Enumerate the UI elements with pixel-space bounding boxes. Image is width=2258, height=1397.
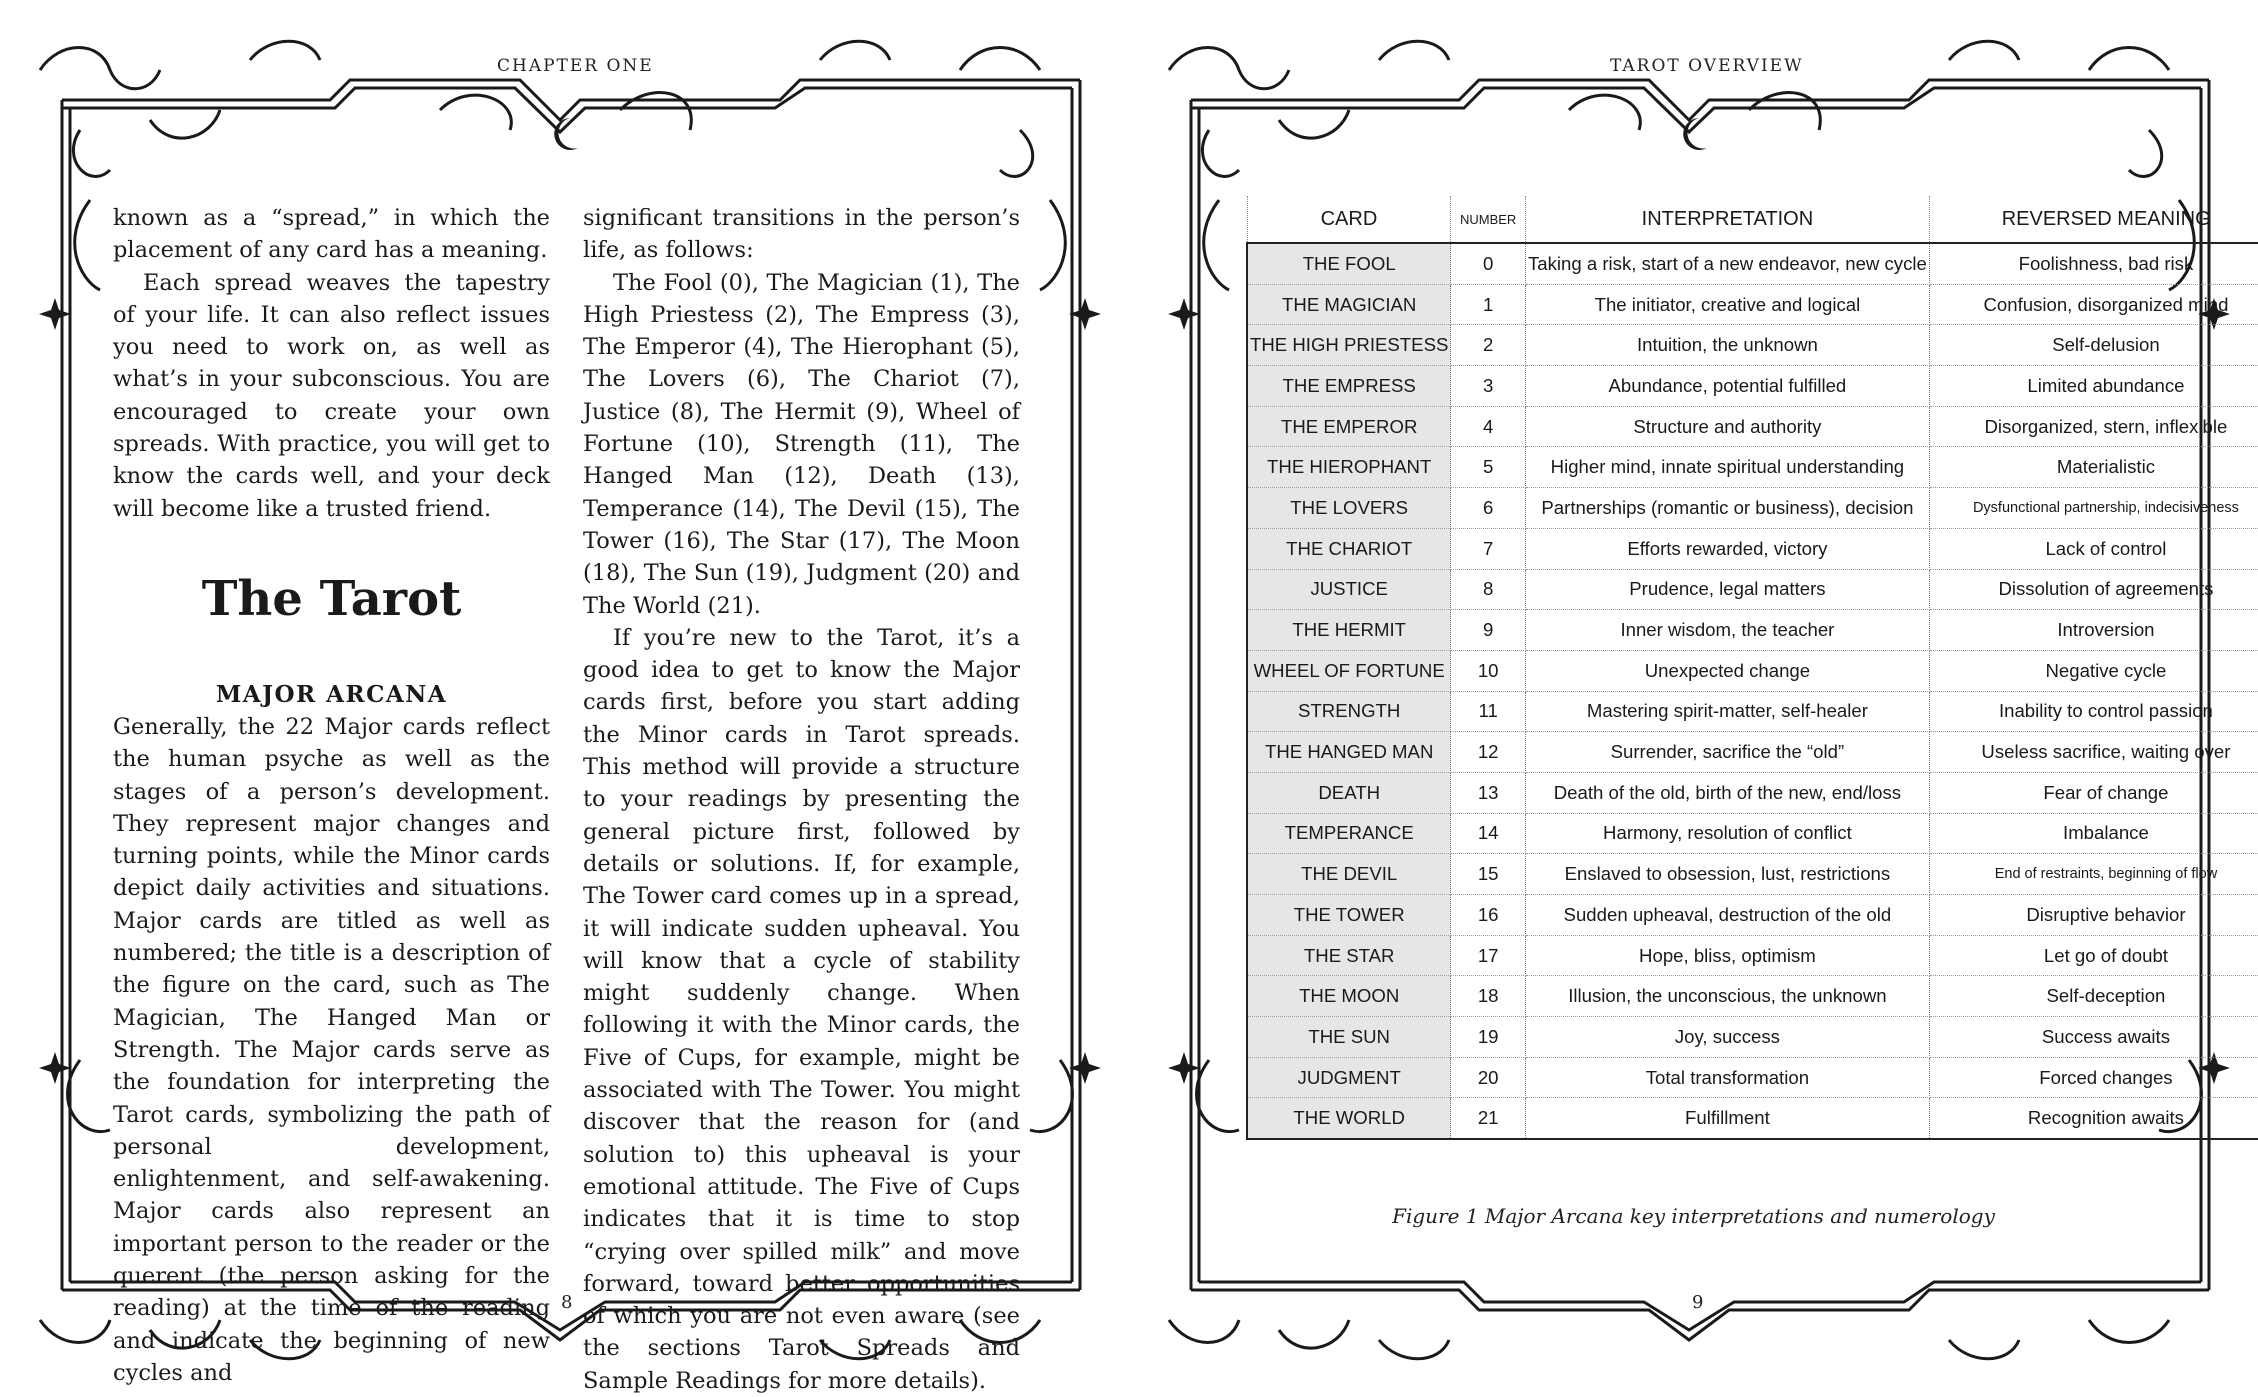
table-row	[1247, 284, 2258, 325]
cell-reversed: Negative cycle	[1929, 650, 2258, 691]
cell-interpretation: Unexpected change	[1525, 650, 1929, 691]
cell-interpretation: Structure and authority	[1525, 406, 1929, 447]
cell-card: THE SUN	[1247, 1017, 1451, 1058]
cell-number: 12	[1451, 732, 1526, 773]
table-row	[1247, 569, 2258, 610]
cell-card: THE WORLD	[1247, 1098, 1451, 1139]
running-head: CHAPTER ONE	[497, 56, 654, 76]
table-row	[1247, 935, 2258, 976]
cell-reversed: Disruptive behavior	[1929, 895, 2258, 936]
table-row	[1247, 406, 2258, 447]
cell-interpretation: Inner wisdom, the teacher	[1525, 610, 1929, 651]
section-title: The Tarot	[201, 570, 462, 627]
text-column-1	[113, 202, 550, 1389]
cell-reversed: Self-delusion	[1929, 325, 2258, 366]
left-page	[0, 0, 1129, 1394]
cell-reversed: Confusion, disorganized mind	[1929, 284, 2258, 325]
table-row	[1247, 732, 2258, 773]
cell-reversed: Lack of control	[1929, 528, 2258, 569]
cell-number: 2	[1451, 325, 1526, 366]
table-row	[1247, 366, 2258, 407]
cell-card: THE EMPRESS	[1247, 366, 1451, 407]
cell-number: 13	[1451, 772, 1526, 813]
cell-number: 0	[1451, 243, 1526, 284]
cell-number: 18	[1451, 976, 1526, 1017]
cell-reversed: Limited abundance	[1929, 366, 2258, 407]
running-head: TAROT OVERVIEW	[1610, 56, 1804, 76]
table-row	[1247, 488, 2258, 529]
cell-card: THE HIGH PRIESTESS	[1247, 325, 1451, 366]
cell-number: 3	[1451, 366, 1526, 407]
table-header-row	[1247, 196, 2258, 243]
cell-number: 15	[1451, 854, 1526, 895]
cell-interpretation: The initiator, creative and logical	[1525, 284, 1929, 325]
cell-interpretation: Higher mind, innate spiritual understanding	[1525, 447, 1929, 488]
paragraph: Each spread weaves the tapestry of your life. It can also reflect issues you need to work on, as well as what’s in your subconscious. You are encouraged to create your own spreads. With practice, you will get to know the cards well, and your deck will become like a trusted friend.	[113, 269, 550, 522]
cell-number: 20	[1451, 1057, 1526, 1098]
cell-card: THE CHARIOT	[1247, 528, 1451, 569]
paragraph: known as a “spread,” in which the placement of any card has a meaning.	[113, 205, 550, 264]
cell-interpretation: Intuition, the unknown	[1525, 325, 1929, 366]
cell-interpretation: Fulfillment	[1525, 1098, 1929, 1139]
subsection-title: MAJOR ARCANA	[215, 680, 448, 708]
cell-number: 10	[1451, 650, 1526, 691]
table-row	[1247, 895, 2258, 936]
cell-card: THE TOWER	[1247, 895, 1451, 936]
cell-interpretation: Surrender, sacrifice the “old”	[1525, 732, 1929, 773]
paragraph: The Fool (0), The Magician (1), The High Priestess (2), The Empress (3), The Emperor (4), The Hierophant (5), The Lovers (6), The Chariot (7), Justice (8), The Hermit (9), Wheel of Fortune (10), Strength (11), The Hanged Man (12), Death (13), Temperance (14), The Devil (15), The Tower (16), The Star (17), The Moon (18), The Sun (19), Judgment (20) and The World (21).	[583, 269, 1020, 619]
cell-number: 6	[1451, 488, 1526, 529]
cell-card: DEATH	[1247, 772, 1451, 813]
cell-card: TEMPERANCE	[1247, 813, 1451, 854]
figure-caption: Figure 1 Major Arcana key interpretations and numerology	[1392, 1204, 1995, 1228]
cell-interpretation: Sudden upheaval, destruction of the old	[1525, 895, 1929, 936]
cell-card: THE EMPEROR	[1247, 406, 1451, 447]
page-number: 9	[1692, 1292, 1704, 1313]
cell-interpretation: Illusion, the unconscious, the unknown	[1525, 976, 1929, 1017]
table-row	[1247, 610, 2258, 651]
cell-card: THE FOOL	[1247, 243, 1451, 284]
table-row	[1247, 243, 2258, 284]
cell-reversed: Fear of change	[1929, 772, 2258, 813]
cell-reversed: End of restraints, beginning of flow	[1929, 854, 2258, 895]
cell-reversed: Dissolution of agreements	[1929, 569, 2258, 610]
right-page	[1129, 0, 2258, 1388]
cell-card: WHEEL OF FORTUNE	[1247, 650, 1451, 691]
cell-interpretation: Mastering spirit-matter, self-healer	[1525, 691, 1929, 732]
cell-reversed: Introversion	[1929, 610, 2258, 651]
cell-number: 5	[1451, 447, 1526, 488]
cell-card: THE MOON	[1247, 976, 1451, 1017]
crescent-moon-icon	[1683, 118, 1707, 150]
column-header-card: CARD	[1247, 196, 1451, 243]
table-row	[1247, 813, 2258, 854]
cell-number: 4	[1451, 406, 1526, 447]
cell-card: THE HERMIT	[1247, 610, 1451, 651]
cell-reversed: Let go of doubt	[1929, 935, 2258, 976]
cell-reversed: Success awaits	[1929, 1017, 2258, 1058]
cell-number: 21	[1451, 1098, 1526, 1139]
cell-reversed: Foolishness, bad risk	[1929, 243, 2258, 284]
cell-interpretation: Joy, success	[1525, 1017, 1929, 1058]
cell-reversed: Recognition awaits	[1929, 1098, 2258, 1139]
cell-reversed: Imbalance	[1929, 813, 2258, 854]
cell-number: 16	[1451, 895, 1526, 936]
cell-card: THE LOVERS	[1247, 488, 1451, 529]
cell-interpretation: Total transformation	[1525, 1057, 1929, 1098]
cell-number: 7	[1451, 528, 1526, 569]
cell-card: JUSTICE	[1247, 569, 1451, 610]
cell-number: 8	[1451, 569, 1526, 610]
table-row	[1247, 650, 2258, 691]
cell-reversed: Self-deception	[1929, 976, 2258, 1017]
table-row	[1247, 772, 2258, 813]
crescent-moon-icon	[554, 118, 578, 150]
cell-card: STRENGTH	[1247, 691, 1451, 732]
cell-card: THE STAR	[1247, 935, 1451, 976]
paragraph: Generally, the 22 Major cards reflect the human psyche as well as the stages of a person’s development. They represent major changes and turning points, while the Minor cards depict daily activities and situations. Major cards are titled as well as numbered; the title is a description of the figure on the card, such as The Magician, The Hanged Man or Strength. The Major cards serve as the foundation for interpreting the Tarot cards, symbolizing the path of personal development, enlightenment, and self-awakening. Major cards also represent an important person to the reader or the querent (the person asking for the reading) at the time of the reading and indicate the beginning of new cycles and	[113, 713, 550, 1386]
cell-interpretation: Abundance, potential fulfilled	[1525, 366, 1929, 407]
cell-number: 14	[1451, 813, 1526, 854]
column-header-interpretation: INTERPRETATION	[1525, 196, 1929, 243]
column-header-number: NUMBER	[1451, 196, 1526, 243]
paragraph: significant transitions in the person’s life, as follows:	[583, 205, 1020, 264]
cell-number: 1	[1451, 284, 1526, 325]
cell-interpretation: Enslaved to obsession, lust, restrictions	[1525, 854, 1929, 895]
cell-reversed: Inability to control passion	[1929, 691, 2258, 732]
table-row	[1247, 691, 2258, 732]
cell-card: THE HANGED MAN	[1247, 732, 1451, 773]
text-column-2	[583, 202, 1020, 1397]
cell-reversed: Materialistic	[1929, 447, 2258, 488]
table-row	[1247, 1098, 2258, 1139]
table-row	[1247, 976, 2258, 1017]
cell-reversed: Forced changes	[1929, 1057, 2258, 1098]
table-row	[1247, 1017, 2258, 1058]
cell-card: THE HIEROPHANT	[1247, 447, 1451, 488]
page-number: 8	[561, 1292, 573, 1313]
cell-interpretation: Prudence, legal matters	[1525, 569, 1929, 610]
paragraph: If you’re new to the Tarot, it’s a good idea to get to know the Major cards first, before you start adding the Minor cards in Tarot spreads. This method will provide a structure to your readings by presenting the general picture first, followed by details or solutions. If, for example, The Tower card comes up in a spread, it will indicate sudden upheaval. You will know that a cycle of stability might suddenly change. When following it with the Minor cards, the Five of Cups, for example, might be associated with The Tower. You might discover that the reason for (and solution to) this upheaval is your emotional attitude. The Five of Cups indicates that it is time to stop “crying over spilled milk” and move forward, toward better opportunities of which you are not even aware (see the sections Tarot Spreads and Sample Readings for more details).	[583, 624, 1020, 1394]
cell-reversed: Useless sacrifice, waiting over	[1929, 732, 2258, 773]
cell-number: 11	[1451, 691, 1526, 732]
cell-reversed: Dysfunctional partnership, indecisiveness	[1929, 488, 2258, 529]
cell-interpretation: Harmony, resolution of conflict	[1525, 813, 1929, 854]
table-row	[1247, 854, 2258, 895]
table-row	[1247, 325, 2258, 366]
cell-card: JUDGMENT	[1247, 1057, 1451, 1098]
cell-interpretation: Taking a risk, start of a new endeavor, new cycle	[1525, 243, 1929, 284]
table-row	[1247, 528, 2258, 569]
cell-number: 9	[1451, 610, 1526, 651]
cell-card: THE MAGICIAN	[1247, 284, 1451, 325]
table-row	[1247, 1057, 2258, 1098]
major-arcana-table	[1246, 196, 2258, 1140]
column-header-reversed: REVERSED MEANING	[1929, 196, 2258, 243]
cell-interpretation: Hope, bliss, optimism	[1525, 935, 1929, 976]
cell-interpretation: Efforts rewarded, victory	[1525, 528, 1929, 569]
cell-number: 19	[1451, 1017, 1526, 1058]
cell-card: THE DEVIL	[1247, 854, 1451, 895]
cell-reversed: Disorganized, stern, inflexible	[1929, 406, 2258, 447]
cell-interpretation: Partnerships (romantic or business), decision	[1525, 488, 1929, 529]
cell-interpretation: Death of the old, birth of the new, end/loss	[1525, 772, 1929, 813]
cell-number: 17	[1451, 935, 1526, 976]
table-row	[1247, 447, 2258, 488]
